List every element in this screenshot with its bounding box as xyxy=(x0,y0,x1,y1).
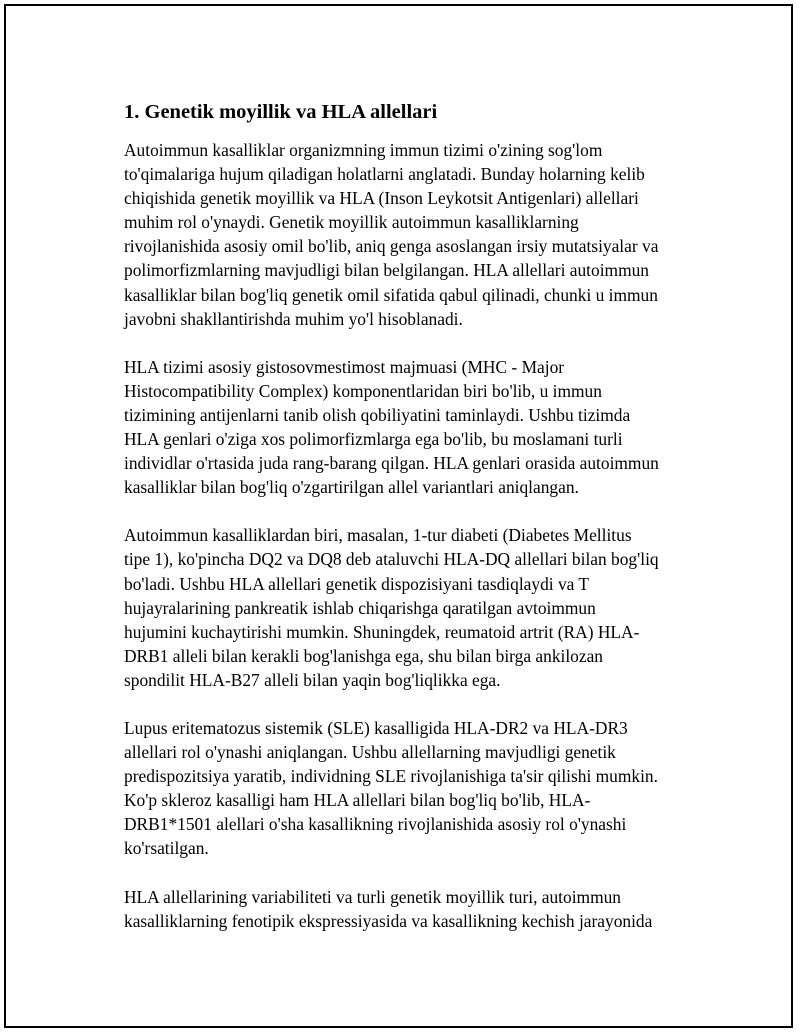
text-line: kasalliklar bilan bog'liq genetik omil sifatida qabul qilinadi, chunki u immun xyxy=(124,284,658,305)
text-line: kasalliklar bilan bog'liq o'zgartirilgan allel variantlari aniqlangan. xyxy=(124,477,579,498)
text-line: javobni shakllantirishda muhim yo'l hisoblanadi. xyxy=(124,308,463,329)
text-line: allellari rol o'ynashi aniqlangan. Ushbu allellarning mavjudligi genetik xyxy=(124,742,616,763)
paragraph xyxy=(124,523,694,692)
text-line: individlar o'rtasida juda rang-barang qilgan. HLA genlari orasida autoimmun xyxy=(124,453,659,474)
text-line: ko'rsatilgan. xyxy=(124,838,209,859)
text-line: muhim rol o'ynaydi. Genetik moyillik autoimmun kasalliklarning xyxy=(124,212,579,233)
paragraph xyxy=(124,355,694,500)
text-line: polimorfizmlarning mavjudligi bilan belgilangan. HLA allellari autoimmun xyxy=(124,260,649,281)
text-line: hujayralarining pankreatik ishlab chiqarishga qaratilgan avtoimmun xyxy=(124,597,596,618)
text-line: DRB1*1501 alellari o'sha kasallikning rivojlanishida asosiy rol o'ynashi xyxy=(124,814,627,835)
paragraph xyxy=(124,138,694,331)
section-heading: 1. Genetik moyillik va HLA allellari xyxy=(124,101,438,123)
text-line: DRB1 alleli bilan kerakli bog'lanishga ega, shu bilan birga ankilozan xyxy=(124,645,604,666)
text-line: HLA genlari o'ziga xos polimorfizmlarga ega bo'lib, bu moslamani turli xyxy=(124,429,623,450)
text-line: chiqishida genetik moyillik va HLA (Inson Leykotsit Antigenlari) allellari xyxy=(124,188,639,209)
text-line: Autoimmun kasalliklar organizmning immun tizimi o'zining sog'lom xyxy=(124,140,603,160)
page-frame xyxy=(4,4,793,1028)
document-body xyxy=(124,98,694,957)
text-line: HLA tizimi asosiy gistosovmestimost majmuasi (MHC - Major xyxy=(124,356,565,377)
paragraph xyxy=(124,716,694,861)
text-line: Ko'p skleroz kasalligi ham HLA allellari bilan bog'liq bo'lib, HLA- xyxy=(124,790,591,811)
text-line: predispozitsiya yaratib, individning SLE rivojlanishiga ta'sir qilishi mumkin. xyxy=(124,766,658,787)
text-line: rivojlanishida asosiy omil bo'lib, aniq genga asoslangan irsiy mutatsiyalar va xyxy=(124,236,659,257)
text-line: Autoimmun kasalliklardan biri, masalan, 1-tur diabeti (Diabetes Mellitus xyxy=(124,525,632,546)
text-line: kasalliklarning fenotipik ekspressiyasida va kasallikning kechish jarayonida xyxy=(124,910,653,931)
text-line: HLA allellarining variabiliteti va turli genetik moyillik turi, autoimmun xyxy=(124,886,621,907)
text-line: tizimining antijenlarni tanib olish qobiliyatini taminlaydi. Ushbu tizimda xyxy=(124,404,631,425)
text-line: hujumini kuchaytirishi mumkin. Shuningdek, reumatoid artrit (RA) HLA- xyxy=(124,621,640,642)
text-line: to'qimalariga hujum qiladigan holatlarni anglatadi. Bunday holarning kelib xyxy=(124,164,645,185)
text-line: tipe 1), ko'pincha DQ2 va DQ8 deb ataluvchi HLA-DQ allellari bilan bog'liq xyxy=(124,549,659,570)
text-line: spondilit HLA-B27 alleli bilan yaqin bog'liqlikka ega. xyxy=(124,669,501,690)
text-line: Lupus eritematozus sistemik (SLE) kasalligida HLA-DR2 va HLA-DR3 xyxy=(124,717,628,738)
paragraph xyxy=(124,885,694,933)
text-line: Histocompatibility Complex) komponentlaridan biri bo'lib, u immun xyxy=(124,380,602,401)
text-line: bo'ladi. Ushbu HLA allellari genetik dispozisiyani tasdiqlaydi va T xyxy=(124,573,590,594)
